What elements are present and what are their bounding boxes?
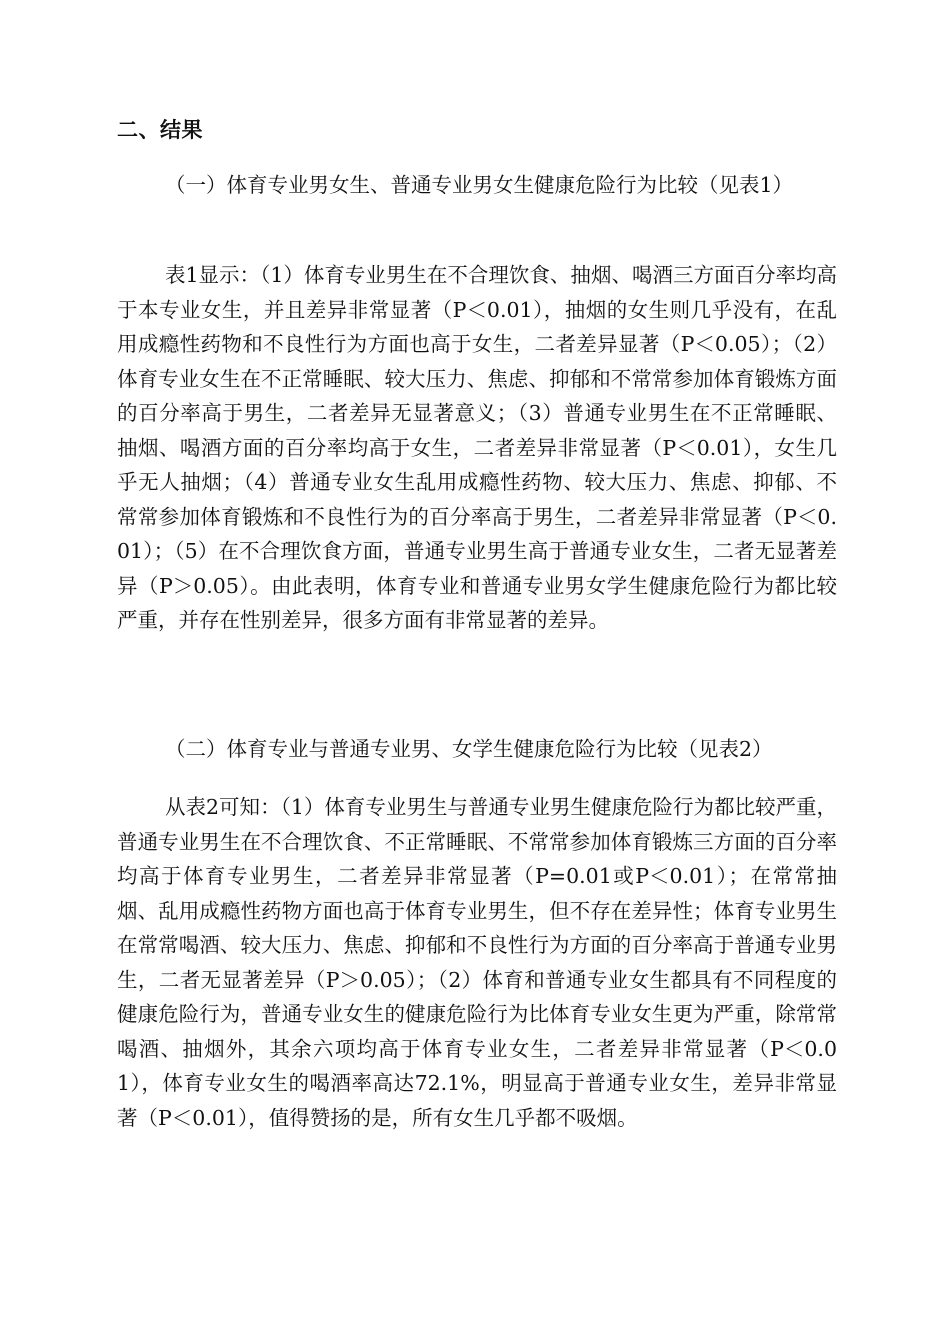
section-heading: 二、结果	[117, 118, 203, 142]
subsection-heading-1: （一）体育专业男女生、普通专业男女生健康危险行为比较（见表1）	[165, 173, 794, 197]
results-paragraph-2: 从表2可知：（1）体育专业男生与普通专业男生健康危险行为都比较严重，普通专业男生在不合理饮食、不正常睡眠、不常常参加体育锻炼三方面的百分率均高于体育专业男生，二者差异非常显著（P=0.01或P＜0.01）；在常常抽烟、乱用成瘾性药物方面也高于体育专业男生，但不存在差异性；体育专业男生在常常喝酒、较大压力、焦虑、抑郁和不良性行为方面的百分率高于普通专业男生，二者无显著差异（P＞0.05）；（2）体育和普通专业女生都具有不同程度的健康危险行为，普通专业女生的健康危险行为比体育专业女生更为严重，除常常喝酒、抽烟外，其余六项均高于体育专业女生，二者差异非常显著（P＜0.01），体育专业女生的喝酒率高达72.1%，明显高于普通专业女生，差异非常显著（P＜0.01），值得赞扬的是，所有女生几乎都不吸烟。	[117, 795, 837, 1130]
results-paragraph-1: 表1显示：（1）体育专业男生在不合理饮食、抽烟、喝酒三方面百分率均高于本专业女生，并且差异非常显著（P＜0.01），抽烟的女生则几乎没有，在乱用成瘾性药物和不良性行为方面也高于女生，二者差异显著（P＜0.05）；（2）体育专业女生在不正常睡眠、较大压力、焦虑、抑郁和不常常参加体育锻炼方面的百分率高于男生，二者差异无显著意义；（3）普通专业男生在不正常睡眠、抽烟、喝酒方面的百分率均高于女生，二者差异非常显著（P＜0.01），女生几乎无人抽烟；（4）普通专业女生乱用成瘾性药物、较大压力、焦虑、抑郁、不常常参加体育锻炼和不良性行为的百分率高于男生，二者差异非常显著（P＜0.01）；（5）在不合理饮食方面，普通专业男生高于普通专业女生，二者无显著差异（P＞0.05）。由此表明，体育专业和普通专业男女学生健康危险行为都比较严重，并存在性别差异，很多方面有非常显著的差异。	[117, 263, 837, 632]
subsection-heading-2: （二）体育专业与普通专业男、女学生健康危险行为比较（见表2）	[165, 737, 773, 761]
